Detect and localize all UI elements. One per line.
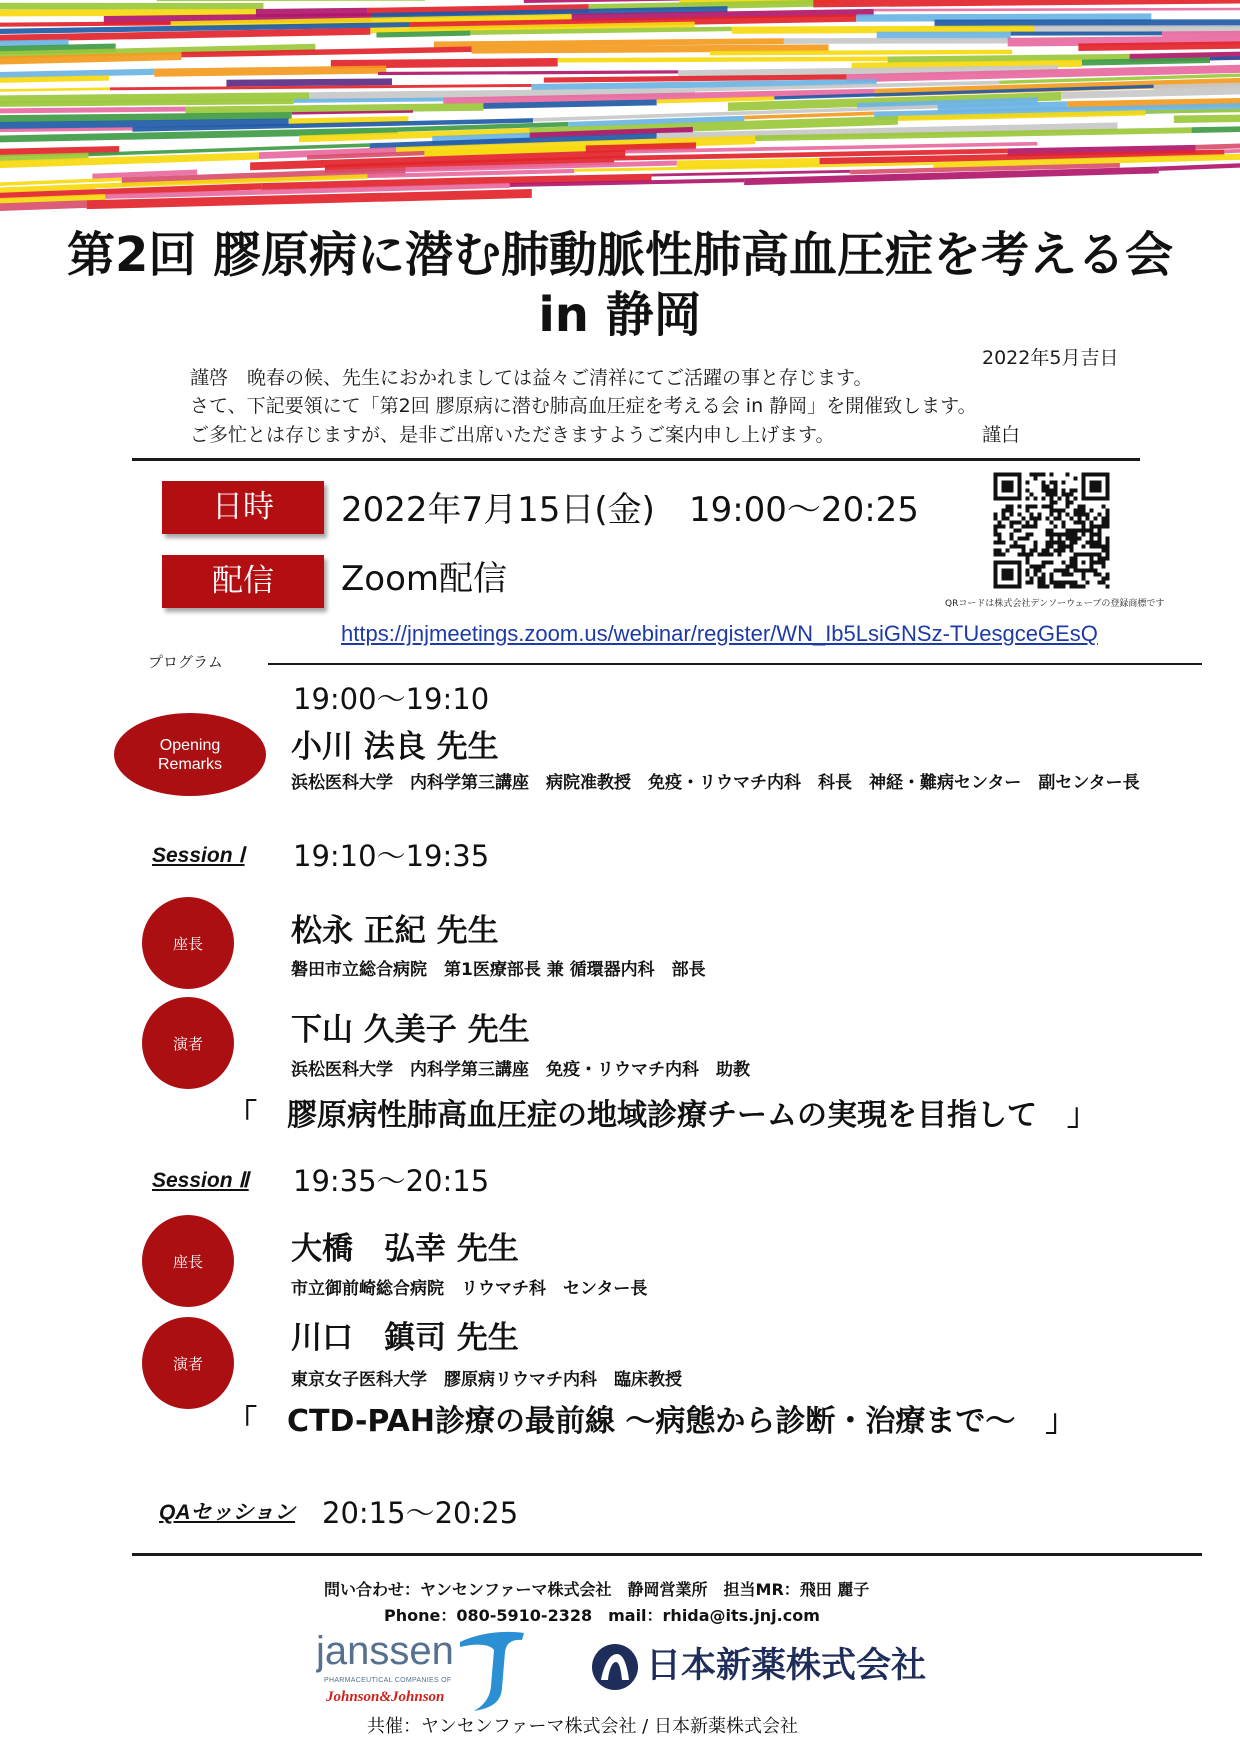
janssen-tagline: PHARMACEUTICAL COMPANIES OF bbox=[324, 1677, 452, 1684]
opening-speaker-name: 小川 法良 先生 bbox=[291, 729, 499, 765]
header-stripes bbox=[0, 0, 1240, 222]
datetime-value: 2022年7月15日(金) 19:00～20:25 bbox=[341, 490, 919, 530]
qr-trademark-note: QRコードは株式会社デンソーウェーブの登録商標です bbox=[945, 599, 1165, 609]
session-1-speaker-affiliation: 浜松医科大学 内科学第三講座 免疫・リウマチ内科 助教 bbox=[291, 1060, 750, 1080]
footer-divider bbox=[132, 1553, 1202, 1556]
header-stripe bbox=[1195, 134, 1240, 149]
session-2-chair-badge: 座長 bbox=[142, 1215, 234, 1307]
session-1-chair-affiliation: 磐田市立総合病院 第1医療部長 兼 循環器内科 部長 bbox=[291, 960, 706, 980]
session-2-time: 19:35～20:15 bbox=[293, 1164, 490, 1198]
header-stripe bbox=[1174, 113, 1240, 123]
opening-badge-line-1: Opening bbox=[159, 736, 221, 754]
session-2-speaker-badge: 演者 bbox=[142, 1317, 234, 1409]
header-stripe bbox=[0, 107, 186, 114]
registration-link[interactable]: https://jnjmeetings.zoom.us/webinar/register/WN_Ib5LsiGNSz-TUesgceGEsQ bbox=[341, 621, 1098, 646]
session-1-chair-name: 松永 正紀 先生 bbox=[291, 913, 499, 949]
stream-label: 配信 bbox=[162, 555, 324, 608]
session-2-speaker-affiliation: 東京女子医科大学 膠原病リウマチ内科 臨床教授 bbox=[291, 1370, 682, 1390]
session-2-label: Session Ⅱ bbox=[152, 1169, 249, 1192]
header-stripe bbox=[378, 70, 678, 75]
greeting-line-2: さて、下記要領にて「第2回 膠原病に潜む肺高血圧症を考える会 in 静岡」を開催致します。 bbox=[190, 395, 977, 417]
header-stripe bbox=[0, 21, 171, 27]
program-divider bbox=[268, 663, 1202, 665]
nippon-shinyaku-wordmark: 日本新薬株式会社 bbox=[646, 1646, 927, 1686]
event-title: 第2回 膠原病に潜む肺動脈性肺高血圧症を考える会 bbox=[66, 227, 1174, 283]
janssen-swoosh-icon bbox=[460, 1632, 524, 1711]
header-stripe bbox=[558, 57, 888, 63]
session-1-speaker-name: 下山 久美子 先生 bbox=[291, 1012, 530, 1048]
header-stripe bbox=[1011, 31, 1162, 35]
closing-word: 謹白 bbox=[982, 424, 1021, 446]
header-stripe bbox=[651, 170, 850, 177]
session-2-chair-affiliation: 市立御前崎総合病院 リウマチ科 センター長 bbox=[291, 1279, 648, 1299]
opening-time: 19:00～19:10 bbox=[293, 682, 490, 716]
header-stripe bbox=[0, 87, 110, 92]
event-title-location: in 静岡 bbox=[538, 287, 702, 343]
greeting-line-1: 謹啓 晩春の候、先生におかれましては益々ご清祥にてご活躍の事と存じます。 bbox=[190, 367, 873, 389]
session-2-chair-name: 大橋 弘幸 先生 bbox=[291, 1231, 519, 1267]
issue-date: 2022年5月吉日 bbox=[982, 347, 1119, 369]
header-stripe bbox=[226, 78, 392, 86]
qr-code bbox=[993, 472, 1110, 589]
qa-session-label: QAセッション bbox=[159, 1501, 296, 1524]
contact-info: 問い合わせ：ヤンセンファーマ株式会社 静岡営業所 担当MR：飛田 麗子 bbox=[324, 1580, 870, 1599]
janssen-wordmark: janssen bbox=[316, 1629, 454, 1673]
header-stripe bbox=[157, 0, 425, 1]
header-stripe bbox=[784, 38, 1008, 44]
nippon-shinyaku-emblem-icon bbox=[590, 1642, 640, 1692]
session-2-lecture-title: 「 CTD-PAH診療の最前線 ～病態から診断・治療まで～ 」 bbox=[227, 1404, 1076, 1439]
stream-value: Zoom配信 bbox=[341, 559, 508, 599]
program-heading: プログラム bbox=[148, 653, 223, 671]
session-1-label: Session Ⅰ bbox=[152, 844, 245, 867]
janssen-logo bbox=[316, 1628, 530, 1714]
opening-speaker-affiliation: 浜松医科大学 内科学第三講座 病院准教授 免疫・リウマチ内科 科長 神経・難病センター 副センター長 bbox=[291, 773, 1140, 793]
header-stripe bbox=[0, 3, 263, 10]
jnj-wordmark: Johnson&Johnson bbox=[326, 1689, 445, 1705]
session-1-lecture-title: 「 膠原病性肺高血圧症の地域診療チームの実現を目指して 」 bbox=[227, 1098, 1097, 1133]
session-1-speaker-badge: 演者 bbox=[142, 997, 234, 1089]
session-1-chair-badge: 座長 bbox=[142, 897, 234, 989]
phone-mail: Phone：080-5910-2328 mail：rhida@its.jnj.com bbox=[384, 1606, 820, 1625]
header-stripe bbox=[874, 8, 1240, 12]
opening-remarks-badge bbox=[114, 713, 266, 796]
session-2-speaker-name: 川口 鎮司 先生 bbox=[291, 1320, 519, 1356]
greeting-line-3: ご多忙とは存じますが、是非ご出席いただきますようご案内申し上げます。 bbox=[190, 424, 835, 446]
letter-divider bbox=[132, 458, 1140, 461]
qa-session-time: 20:15～20:25 bbox=[322, 1496, 519, 1530]
emblem-circle bbox=[592, 1644, 638, 1690]
cohost-line: 共催：ヤンセンファーマ株式会社 / 日本新薬株式会社 bbox=[367, 1716, 798, 1737]
header-stripe bbox=[813, 0, 1240, 7]
opening-badge-line-2: Remarks bbox=[157, 755, 222, 773]
session-1-time: 19:10～19:35 bbox=[293, 839, 490, 873]
header-stripe bbox=[154, 66, 386, 77]
datetime-label: 日時 bbox=[162, 481, 324, 534]
